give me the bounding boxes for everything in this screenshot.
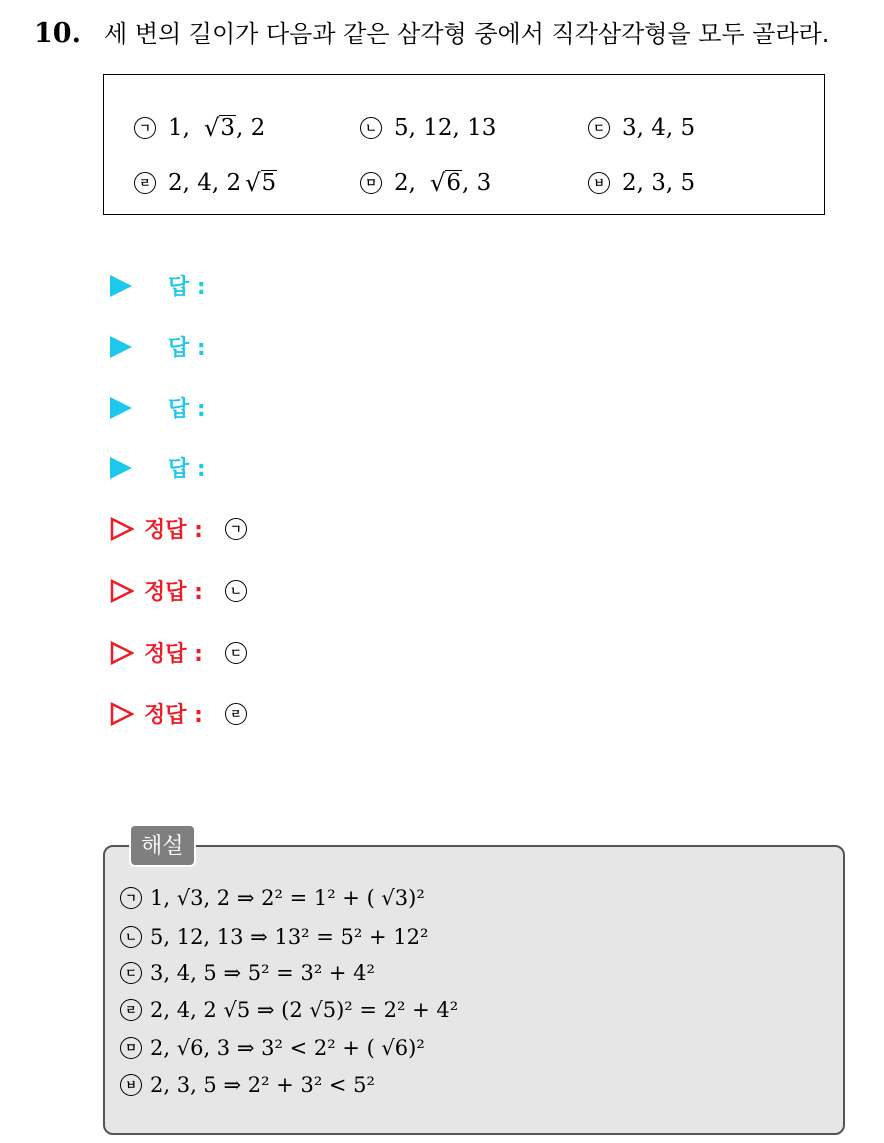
answer-row[interactable] — [110, 452, 206, 483]
solution-row — [110, 575, 259, 606]
choice-mark: ㅁ — [360, 172, 382, 194]
triangle-right-icon — [110, 275, 132, 297]
solution-label: 정답 : — [144, 703, 203, 728]
explanation-mark: ㄴ — [120, 926, 142, 948]
solution-mark: ㄱ — [225, 518, 247, 540]
explanation-text: 2, √6, 3 ⇒ 3² < 2² + ( √6)² — [150, 1036, 425, 1060]
explanation-tag: 해설 — [129, 824, 196, 867]
solution-label: 정답 : — [144, 580, 203, 605]
choice-1 — [134, 115, 265, 141]
triangle-outline-icon — [110, 702, 134, 726]
answer-row[interactable] — [110, 331, 206, 362]
explanation-line — [120, 1036, 425, 1060]
solution-label: 정답 : — [144, 518, 203, 543]
choice-mark: ㄷ — [588, 117, 610, 139]
triangle-outline-icon — [110, 579, 134, 603]
choice-value: 5, 12, 13 — [394, 115, 497, 141]
choice-mark: ㄹ — [134, 172, 156, 194]
choice-value: 2, 3, 5 — [622, 170, 696, 196]
solution-mark: ㄴ — [225, 580, 247, 602]
choice-mark: ㄴ — [360, 117, 382, 139]
choice-value: 3, 4, 5 — [622, 115, 696, 141]
solution-mark: ㄹ — [225, 703, 247, 725]
solution-label: 정답 : — [144, 642, 203, 667]
sqrt: √ 3 — [203, 114, 235, 143]
triangle-right-icon — [110, 336, 132, 358]
explanation-mark: ㄷ — [120, 962, 142, 984]
choice-mark: ㄱ — [134, 117, 156, 139]
choice-value-rest: , 2 — [235, 115, 266, 141]
choice-value: 2, — [394, 170, 416, 196]
answer-row[interactable] — [110, 392, 206, 423]
choice-value-rest: , 3 — [461, 170, 492, 196]
triangle-right-icon — [110, 397, 132, 419]
explanation-text: 2, 3, 5 ⇒ 2² + 3² < 5² — [150, 1073, 375, 1097]
answer-label: 답 : — [168, 397, 206, 422]
triangle-right-icon — [110, 457, 132, 479]
choice-3 — [588, 115, 695, 141]
explanation-mark: ㄹ — [120, 999, 142, 1021]
radicand: 6 — [446, 170, 461, 197]
explanation-line — [120, 925, 428, 949]
solution-row — [110, 698, 259, 729]
choice-5 — [360, 170, 491, 196]
explanation-line — [120, 886, 425, 910]
question-number: 10. — [34, 18, 81, 49]
choice-value: 2, 4, 2 — [168, 170, 242, 196]
solution-mark: ㄷ — [225, 642, 247, 664]
explanation-mark: ㅂ — [120, 1074, 142, 1096]
answer-label: 답 : — [168, 336, 206, 361]
question — [34, 14, 829, 49]
choice-2 — [360, 115, 496, 141]
radicand: 3 — [220, 115, 235, 142]
explanation-text: 3, 4, 5 ⇒ 5² = 3² + 4² — [150, 961, 375, 985]
sqrt: √ 6 — [429, 169, 461, 198]
answer-label: 답 : — [168, 275, 206, 300]
choices-box — [103, 74, 825, 215]
explanation-line — [120, 998, 458, 1022]
explanation-mark: ㄱ — [120, 887, 142, 909]
answer-label: 답 : — [168, 457, 206, 482]
question-text: 세 변의 길이가 다음과 같은 삼각형 중에서 직각삼각형을 모두 골라라. — [104, 20, 830, 48]
explanation-text: 2, 4, 2 √5 ⇒ (2 √5)² = 2² + 4² — [150, 998, 459, 1022]
choice-value: 1, — [168, 115, 190, 141]
solution-row — [110, 637, 259, 668]
explanation-text: 1, √3, 2 ⇒ 2² = 1² + ( √3)² — [150, 886, 425, 910]
explanation-line — [120, 1073, 375, 1097]
triangle-outline-icon — [110, 517, 134, 541]
solution-row — [110, 513, 259, 544]
explanation-mark: ㅁ — [120, 1037, 142, 1059]
choice-4 — [134, 170, 277, 196]
triangle-outline-icon — [110, 641, 134, 665]
explanation-line — [120, 961, 375, 985]
answer-row[interactable] — [110, 270, 206, 301]
explanation-text: 5, 12, 13 ⇒ 13² = 5² + 12² — [150, 925, 429, 949]
choice-6 — [588, 170, 695, 196]
choice-mark: ㅂ — [588, 172, 610, 194]
radicand: 5 — [261, 170, 277, 197]
sqrt: √ 5 — [245, 169, 277, 198]
